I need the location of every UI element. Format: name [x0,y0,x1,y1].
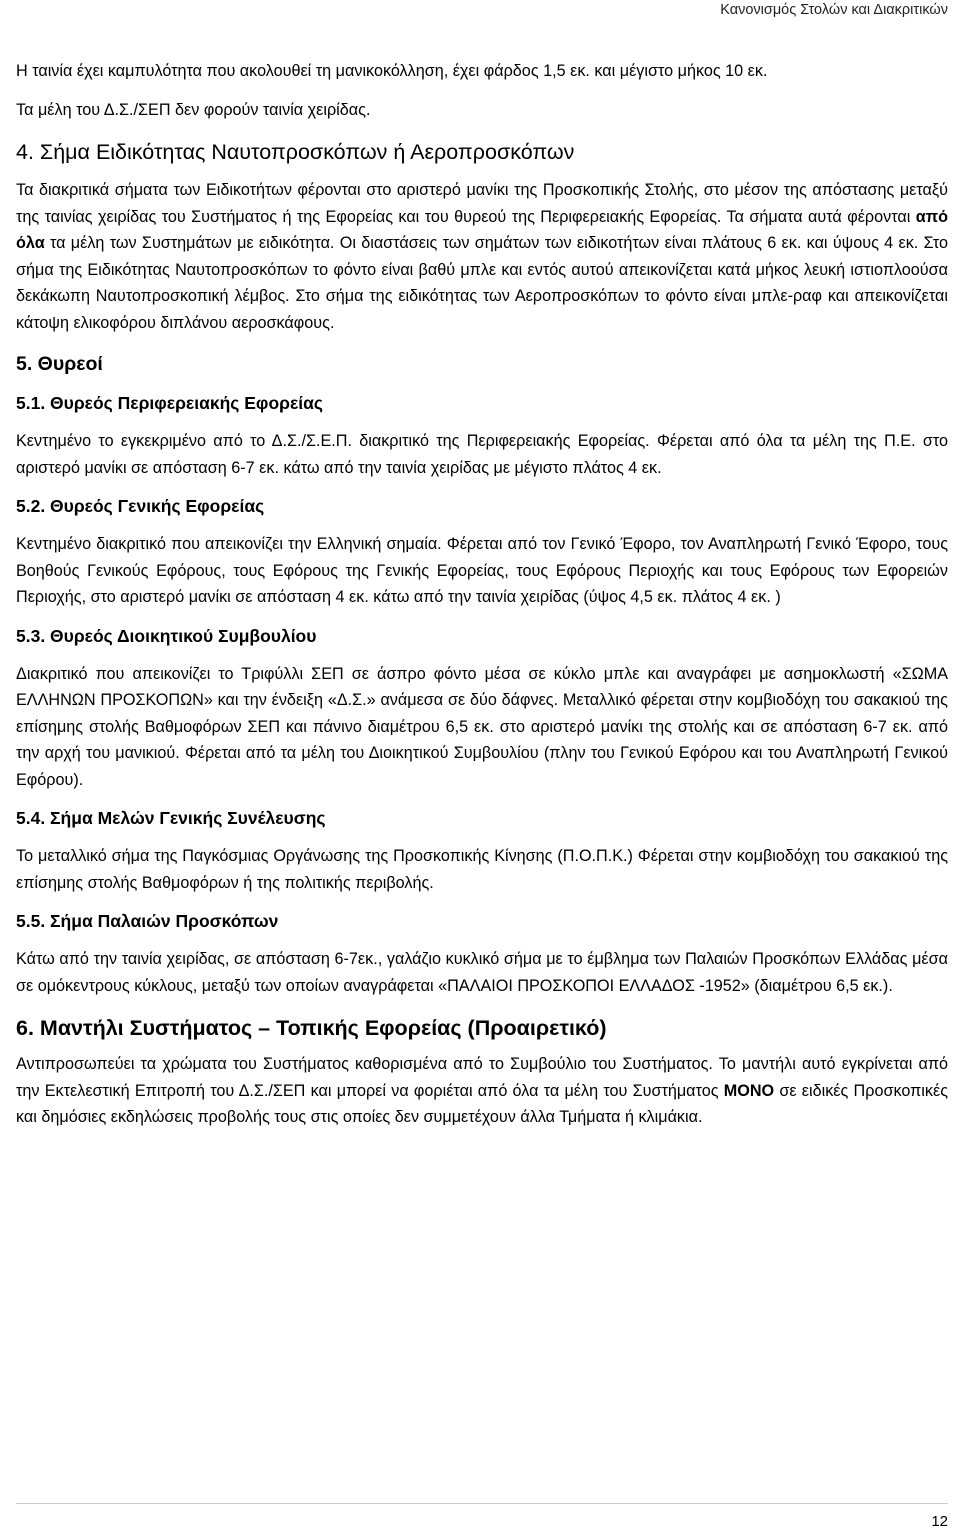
section-6-text-b: σε ειδικές Προσκοπικές και δημόσιες εκδηλώσεις προβολής τους στις οποίες δεν συμμετέχουν άλλα Τμήματα ή κλιμάκια. [16,1081,948,1126]
section-4-paragraph [16,177,948,336]
running-header-title: Κανονισμός Στολών και Διακριτικών [720,2,948,18]
section-5-2-paragraph: Κεντημένο διακριτικό που απεικονίζει την Ελληνική σημαία. Φέρεται από τον Γενικό Έφορο, τον Αναπληρωτή Γενικό Έφορο, τους Βοηθούς Γενικούς Εφόρους, τους Εφόρους της Γενικής Εφορείας, τους Εφόρους Περιοχής και τους Εφόρους των Εφορειών Περιοχής, στο αριστερό μανίκι σε απόσταση 4 εκ. κάτω από την ταινία χειρίδας (ύψος 4,5 εκ. πλάτος 4 εκ. ) [16,535,948,606]
page-number: 12 [931,1513,948,1530]
section-6-paragraph [16,1051,948,1131]
footer-divider [16,1503,948,1504]
intro-paragraph-board-members: Τα μέλη του Δ.Σ./ΣΕΠ δεν φορούν ταινία χειρίδας. [16,100,371,119]
section-6-heading: 6. Μαντήλι Συστήματος – Τοπικής Εφορείας (Προαιρετικό) [16,1016,607,1040]
section-5-5-heading: 5.5. Σήμα Παλαιών Προσκόπων [16,911,279,931]
section-4-text-b: τα μέλη των Συστημάτων με ειδικότητα. Οι διαστάσεις των σημάτων των ειδικοτήτων είναι πλάτους 6 εκ. και ύψους 4 εκ. Στο σήμα της Ειδικότητας Ναυτοπροσκόπων το φόντο είναι βαθύ μπλε και εντός αυτού απεικονίζεται κατά μήκος λευκή ιστιοπλοούσα δεκάκωπη Ναυτοπροσκοπική λέμβος. Στο σήμα της ειδικότητας των Αεροπροσκόπων το φόντο είναι μπλε-ραφ και απεικονίζεται κάτοψη ελικοφόρου διπλάνου αεροσκάφους. [16,234,948,332]
section-4-text-a: Τα διακριτικά σήματα των Ειδικοτήτων φέρονται στο αριστερό μανίκι της Προσκοπικής Στολής, στο μέσον της απόστασης μεταξύ της ταινίας χειρίδας του Συστήματος ή της Εφορείας και του θυρεού της Περιφερειακής Εφορείας. Τα σήματα αυτά φέρονται [16,181,948,226]
intro-paragraph-ribbon: Η ταινία έχει καμπυλότητα που ακολουθεί τη μανικοκόλληση, έχει φάρδος 1,5 εκ. και μέγιστο μήκος 10 εκ. [16,62,768,80]
section-5-1-heading: 5.1. Θυρεός Περιφερειακής Εφορείας [16,393,323,413]
section-6-text-a: Αντιπροσωπεύει τα χρώματα του Συστήματος καθορισμένα από το Συμβούλιο του Συστήματος. Το μαντήλι αυτό εγκρίνεται από την Εκτελεστική Επιτροπή του Δ.Σ./ΣΕΠ και μπορεί να φοριέται από όλα τα μέλη του Συστήματος [16,1055,948,1100]
section-4-heading: 4. Σήμα Ειδικότητας Ναυτοπροσκόπων ή Αεροπροσκόπων [16,140,575,164]
section-5-4-heading: 5.4. Σήμα Μελών Γενικής Συνέλευσης [16,808,326,828]
section-5-2-heading: 5.2. Θυρεός Γενικής Εφορείας [16,496,265,516]
section-4-text-bold: από όλα [16,207,948,252]
section-6-text-bold: ΜΟΝΟ [723,1081,775,1100]
document-body [16,58,948,1131]
section-5-1-paragraph: Κεντημένο το εγκεκριμένο από το Δ.Σ./Σ.Ε.Π. διακριτικό της Περιφερειακής Εφορείας. Φέρεται από όλα τα μέλη της Π.Ε. στο αριστερό μανίκι σε απόσταση 6-7 εκ. κάτω από την ταινία χειρίδας με μέγιστο πλάτος 4 εκ. [16,432,948,477]
section-5-5-paragraph: Κάτω από την ταινία χειρίδας, σε απόσταση 6-7εκ., γαλάζιο κυκλικό σήμα με το έμβλημα των Παλαιών Προσκόπων Ελλάδας μέσα σε ομόκεντρους κύκλους, μεταξύ των οποίων αναγράφεται «ΠΑΛΑΙΟΙ ΠΡΟΣΚΟΠΟΙ ΕΛΛΑΔΟΣ -1952» (διαμέτρου 6,5 εκ.). [16,950,948,995]
section-5-3-heading: 5.3. Θυρεός Διοικητικού Συμβουλίου [16,625,317,646]
section-5-3-paragraph: Διακριτικό που απεικονίζει το Τριφύλλι ΣΕΠ σε άσπρο φόντο μέσα σε κύκλο μπλε και αναγράφει με ασημοκλωστή «ΣΩΜΑ ΕΛΛΗΝΩΝ ΠΡΟΣΚΟΠΩΝ» και την ένδειξη «Δ.Σ.» ανάμεσα σε δύο δάφνες. Μεταλλικό φέρεται στην κομβιοδόχη του σακακιού της επίσημης στολής Βαθμοφόρων ΣΕΠ και πάνινο διαμέτρου 6,5 εκ. στο αριστερό μανίκι της στολής και σε απόσταση 6-7 εκ. από την αρχή του μανικιού. Φέρεται από τα μέλη του Διοικητικού Συμβουλίου (πλην του Γενικού Εφόρου και του Αναπληρωτή Γενικού Εφόρου). [16,664,948,789]
section-5-heading: 5. Θυρεοί [16,353,103,375]
section-5-4-paragraph: Το μεταλλικό σήμα της Παγκόσμιας Οργάνωσης της Προσκοπικής Κίνησης (Π.Ο.Π.Κ.) Φέρεται στην κομβιοδόχη του σακακιού της επίσημης στολής Βαθμοφόρων ή της πολιτικής περιβολής. [16,847,948,892]
